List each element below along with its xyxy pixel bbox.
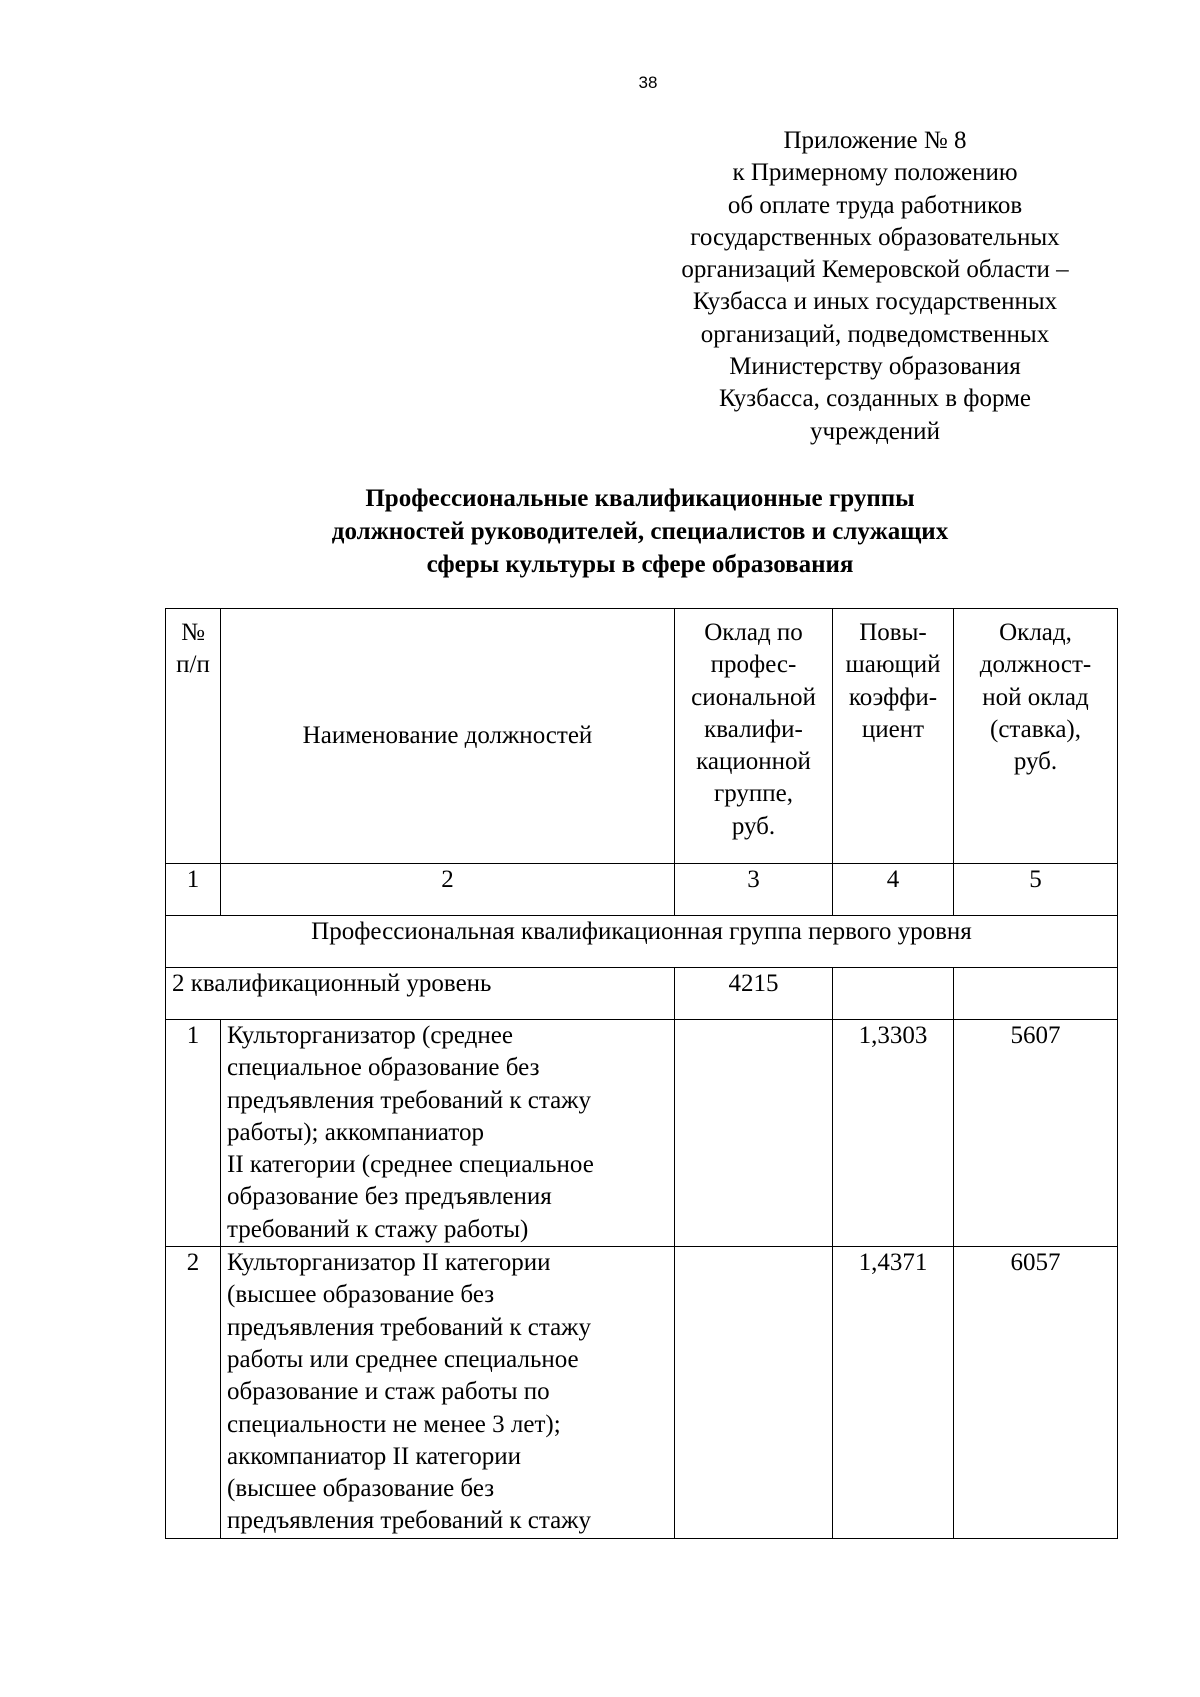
level-coef-empty — [833, 968, 954, 1020]
table-header-row — [166, 609, 1118, 864]
header-coef — [833, 609, 954, 864]
column-number: 1 — [166, 864, 221, 916]
appendix-line: Приложение № 8 — [783, 127, 967, 154]
header-salary-line: группе, — [713, 780, 794, 808]
header-rate-line: должност- — [979, 651, 1092, 679]
header-num — [166, 609, 221, 864]
header-rate-line: (ставка), — [990, 715, 1081, 743]
desc-line: предъявления требований к стажу — [227, 1313, 591, 1341]
appendix-line: организаций Кемеровской области – — [681, 256, 1069, 284]
header-num-line: п/п — [176, 651, 210, 679]
level-label: 2 квалификационный уровень — [166, 968, 675, 1020]
row-salary-empty — [675, 1020, 833, 1247]
column-number: 2 — [221, 864, 675, 916]
group-title-row — [166, 916, 1118, 968]
appendix-line: организаций, подведомственных — [700, 320, 1050, 348]
row-coef: 1,3303 — [833, 1020, 954, 1247]
header-coef-line: коэффи- — [848, 683, 938, 711]
header-salary-line: профес- — [710, 651, 797, 679]
desc-line: работы или среднее специальное — [227, 1345, 579, 1373]
table-row — [166, 1020, 1118, 1247]
group-title: Профессиональная квалификационная группа первого уровня — [166, 916, 1118, 968]
desc-line: Культорганизатор (среднее — [227, 1022, 513, 1049]
desc-line: требований к стажу работы) — [227, 1215, 529, 1243]
header-salary-line: руб. — [731, 812, 776, 840]
level-salary: 4215 — [675, 968, 833, 1020]
desc-line: образование без предъявления — [227, 1183, 552, 1211]
desc-line: (высшее образование без — [227, 1475, 495, 1503]
row-salary-empty — [675, 1247, 833, 1539]
qualification-table — [165, 608, 1118, 1539]
title-line: сферы культуры в сфере образования — [426, 551, 854, 578]
header-rate — [954, 609, 1118, 864]
appendix-line: к Примерному положению — [732, 159, 1018, 187]
document-title — [165, 482, 1115, 581]
qualification-level-row — [166, 968, 1118, 1020]
header-rate-line: ной оклад — [982, 683, 1089, 711]
header-salary-line: квалифи- — [704, 715, 803, 743]
column-number: 5 — [954, 864, 1118, 916]
desc-line: аккомпаниатор II категории — [227, 1442, 522, 1470]
header-coef-line: Повы- — [859, 619, 927, 646]
header-num-line: № — [181, 619, 205, 646]
desc-line: II категории (среднее специальное — [227, 1151, 594, 1179]
row-coef: 1,4371 — [833, 1247, 954, 1539]
appendix-line: Министерству образования — [729, 353, 1021, 381]
appendix-header — [660, 125, 1090, 448]
appendix-line: учреждений — [810, 417, 940, 445]
row-number: 1 — [166, 1020, 221, 1247]
row-rate: 5607 — [954, 1020, 1118, 1247]
header-coef-line: циент — [861, 715, 925, 743]
title-line: должностей руководителей, специалистов и служащих — [331, 518, 949, 545]
title-line: Профессиональные квалификационные группы — [365, 485, 915, 512]
appendix-line: об оплате труда работников — [727, 191, 1023, 219]
column-number: 3 — [675, 864, 833, 916]
row-number: 2 — [166, 1247, 221, 1539]
desc-line: специальности не менее 3 лет); — [227, 1410, 561, 1438]
header-rate-line: руб. — [1013, 748, 1058, 776]
row-description — [221, 1020, 675, 1247]
desc-line: предъявления требований к стажу — [227, 1086, 591, 1114]
header-name — [221, 609, 675, 864]
desc-line: предъявления требований к стажу — [227, 1507, 591, 1535]
header-salary — [675, 609, 833, 864]
level-rate-empty — [954, 968, 1118, 1020]
header-salary-line: сиональной — [691, 683, 816, 711]
desc-line: работы); аккомпаниатор — [227, 1118, 484, 1146]
header-rate-line: Оклад, — [999, 619, 1072, 646]
desc-line: (высшее образование без — [227, 1281, 495, 1309]
appendix-line: Кузбасса и иных государственных — [692, 288, 1058, 316]
page-number: 38 — [638, 73, 658, 92]
desc-line: Культорганизатор II категории — [227, 1249, 551, 1277]
header-salary-line: Оклад по — [704, 619, 803, 646]
row-description — [221, 1247, 675, 1539]
header-name-line: Наименование должностей — [302, 721, 593, 749]
desc-line: специальное образование без — [227, 1054, 540, 1082]
desc-line: образование и стаж работы по — [227, 1378, 550, 1406]
appendix-line: Кузбасса, созданных в форме — [718, 385, 1031, 413]
row-rate: 6057 — [954, 1247, 1118, 1539]
header-salary-line: кационной — [696, 748, 811, 776]
appendix-line: государственных образовательных — [690, 223, 1060, 251]
column-number: 4 — [833, 864, 954, 916]
column-numbers-row — [166, 864, 1118, 916]
table-row — [166, 1247, 1118, 1539]
header-coef-line: шающий — [845, 651, 941, 679]
